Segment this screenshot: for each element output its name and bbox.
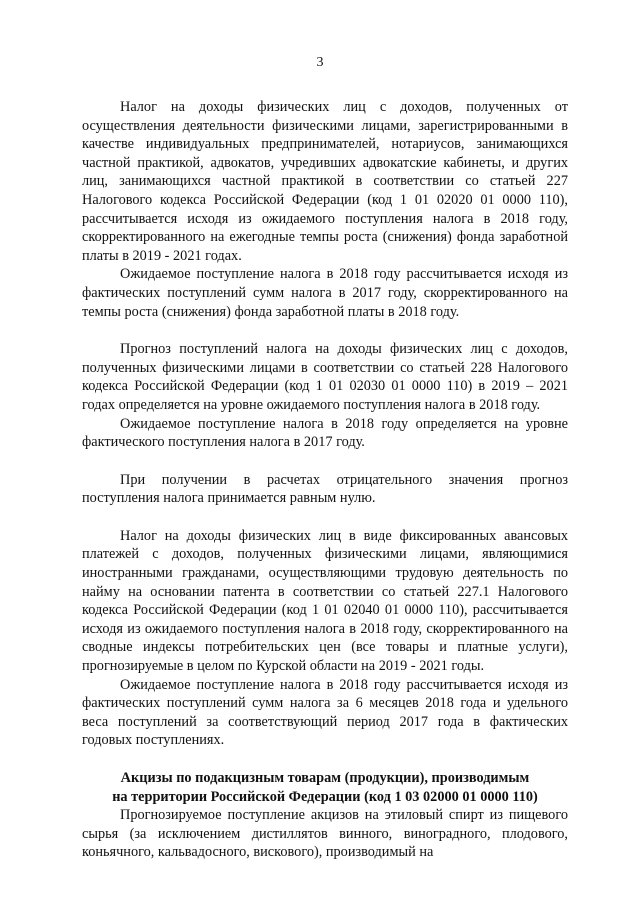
section-ndfl-227-1 [82,527,568,750]
section-heading: Акцизы по подакцизным товарам (продукции), производимым [120,770,530,786]
document-body [82,98,568,862]
paragraph: Прогнозируемое поступление акцизов на этиловый спирт из пищевого сырья (за исключением дистиллятов винного, виноградного, плодового, коньячного, кальвадосного, вискового), производимый на [82,807,568,861]
section-ndfl-228 [82,340,568,452]
page-number: 3 [316,55,324,70]
section-negative-value [82,471,568,508]
paragraph: Ожидаемое поступление налога в 2018 году рассчитывается исходя из фактических поступлений сумм налога в 2017 году, скорректированного на темпы роста (снижения) фонда заработной платы в 2018 году. [82,266,568,320]
paragraph: При получении в расчетах отрицательного значения прогноз поступления налога принимается равным нулю. [82,471,568,507]
paragraph: Ожидаемое поступление налога в 2018 году рассчитывается исходя из фактических поступлений сумм налога за 6 месяцев 2018 года и удельного веса поступлений за соответствующий период 2017 года в фактических годовых поступлениях. [82,676,568,749]
section-heading: на территории Российской Федерации (код 1 03 02000 01 0000 110) [112,788,538,805]
paragraph: Налог на доходы физических лиц с доходов, полученных от осуществления деятельности физическими лицами, зарегистрированными в качестве индивидуальных предпринимателей, нотариусов, занимающихся частной практикой, адвокатов, учредивших адвокатские кабинеты, и других лиц, занимающихся частной практикой в соответствии со статьей 227 Налогового кодекса Российской Федерации (код 1 01 02020 01 0000 110), рассчитывается исходя из ожидаемого поступления налога в 2018 году, скорректированного на ежегодные темпы роста (снижения) фонда заработной платы в 2019 - 2021 годах. [82,99,568,264]
paragraph: Ожидаемое поступление налога в 2018 году определяется на уровне фактического поступления налога в 2017 году. [82,415,568,451]
paragraph: Прогноз поступлений налога на доходы физических лиц с доходов, полученных физическими лицами в соответствии со статьей 228 Налогового кодекса Российской Федерации (код 1 01 02030 01 0000 110) в 2019 – 2021 годах определяется на уровне ожидаемого поступления налога в 2018 году. [82,341,568,413]
paragraph: Налог на доходы физических лиц в виде фиксированных авансовых платежей с доходов, полученных физическими лицами, являющимися иностранными гражданами, осуществляющими трудовую деятельность по найму на основании патента в соответствии со статьей 227.1 Налогового кодекса Российской Федерации (код 1 01 02040 01 0000 110), рассчитывается исходя из ожидаемого поступления налога в 2018 году, скорректированного на сводные индексы потребительских цен (все товары и платные услуги), прогнозируемые в целом по Курской области на 2019 - 2021 годы. [82,527,568,675]
section-ndfl-227 [82,98,568,321]
section-excise [82,769,568,862]
